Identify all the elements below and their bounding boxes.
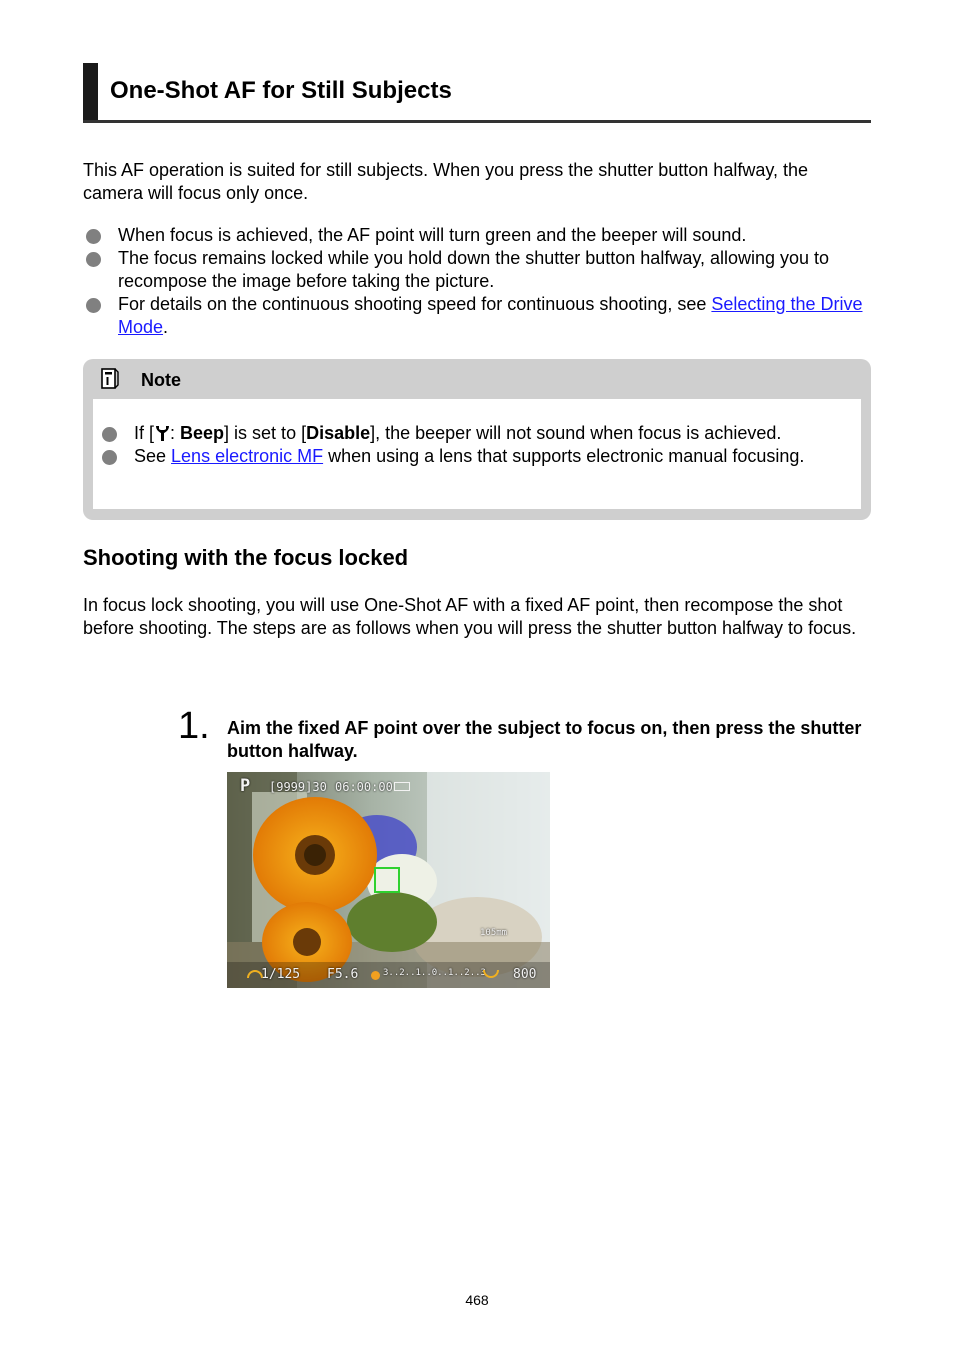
shutter-speed: 1/125 <box>261 967 301 982</box>
list-item <box>99 445 849 468</box>
bullet-icon <box>86 252 101 267</box>
note-list <box>99 422 849 468</box>
list-item <box>83 247 873 293</box>
note-box <box>83 359 871 520</box>
step-text: Aim the fixed AF point over the subject to focus on, then press the shutter button halfway. <box>227 718 862 761</box>
aperture-value: F5.6 <box>327 967 359 982</box>
bullet-text: When focus is achieved, the AF point will turn green and the beeper will sound. <box>118 225 747 245</box>
section-heading <box>83 63 871 123</box>
time-display: 06:00:00 <box>335 780 393 794</box>
beep-label: Beep <box>180 423 225 443</box>
intro-paragraph: This AF operation is suited for still subjects. When you press the shutter button halfway, the camera will focus only once. <box>83 160 809 203</box>
bullet-text: For details on the continuous shooting speed for continuous shooting, see <box>118 294 712 314</box>
list-item <box>83 224 873 247</box>
lens-electronic-mf-link[interactable]: Lens electronic MF <box>171 446 324 466</box>
list-item <box>99 422 849 445</box>
heading-bar <box>83 63 98 120</box>
page-number: 468 <box>465 1292 489 1308</box>
note-icon <box>101 368 119 390</box>
note-header <box>83 359 871 399</box>
bullet-icon <box>86 229 101 244</box>
step-number: 1. <box>178 705 210 747</box>
disable-label: Disable <box>306 423 371 443</box>
iso-value: 800 <box>513 967 537 982</box>
exposure-icon <box>371 971 380 980</box>
bullet-icon <box>102 450 117 465</box>
note-title: Note <box>141 370 181 390</box>
note-content <box>93 399 861 509</box>
wrench-icon <box>154 424 170 442</box>
note-text: If [ <box>134 423 155 443</box>
shooting-mode: P <box>240 776 251 796</box>
bullet-icon <box>102 427 117 442</box>
shots-remaining: [9999]30 <box>269 780 327 794</box>
bullet-icon <box>86 298 101 313</box>
list-item <box>83 293 873 339</box>
heading-title: One-Shot AF for Still Subjects <box>110 77 452 104</box>
note-text: See <box>134 446 172 466</box>
exposure-level-scale: 3..2..1..0..1..2..3 <box>383 968 486 978</box>
subheading: Shooting with the focus locked <box>83 545 409 570</box>
bullet-end: . <box>163 317 169 337</box>
photo-scene <box>227 772 550 988</box>
note-text: ] is set to [ <box>224 423 307 443</box>
note-text: : <box>170 423 181 443</box>
camera-screen-photo <box>227 772 550 988</box>
bullet-text: The focus remains locked while you hold down the shutter button halfway, allowing you to recompose the image before taking the picture. <box>118 248 830 291</box>
battery-icon <box>394 782 410 791</box>
note-text: when using a lens that supports electronic manual focusing. <box>323 446 805 466</box>
feature-bullet-list <box>83 224 873 339</box>
focus-lock-paragraph: In focus lock shooting, you will use One-Shot AF with a fixed AF point, then recompose the shot before shooting. The steps are as follows when you will press the shutter button halfway to focus. <box>83 595 857 638</box>
note-text: ], the beeper will not sound when focus is achieved. <box>370 423 782 443</box>
focal-length: 105mm <box>480 928 508 938</box>
drive-mode-link[interactable]: Selecting the Drive Mode <box>118 294 863 337</box>
